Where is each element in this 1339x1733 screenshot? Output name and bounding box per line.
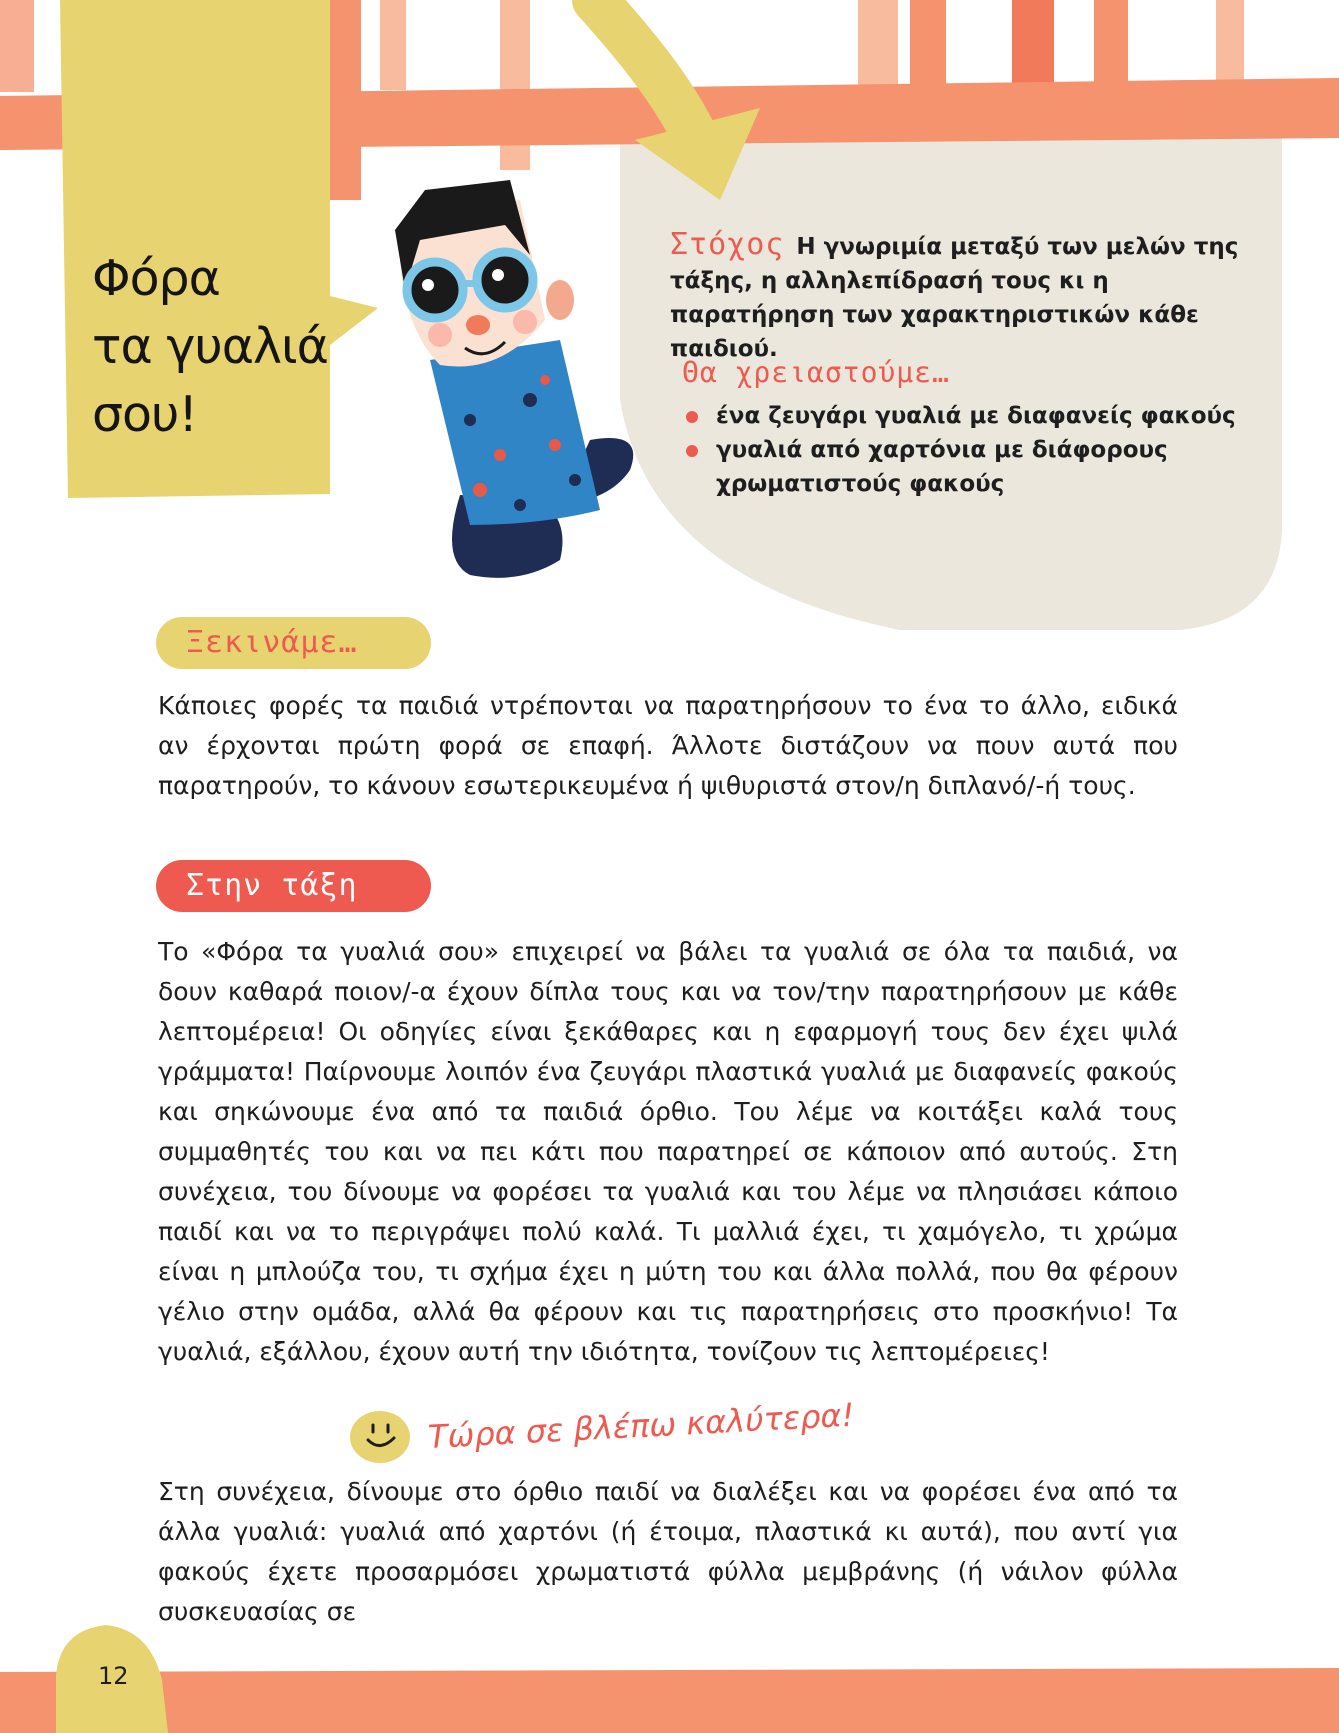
goal-text: Η γνωριμία μεταξύ των μελών της τάξης, η αλληλεπίδρασή τους κι η παρατήρηση των χαρακτηριστικών κάθε παιδιού. [670, 234, 1239, 362]
goal-label: Στόχος [670, 227, 785, 262]
needs-label: Θα χρειαστούμε… [682, 356, 950, 389]
needs-section [682, 356, 1252, 501]
start-paragraph: Κάποιες φορές τα παιδιά ντρέπονται να παρατηρήσουν το ένα το άλλο, ειδικά αν έρχονται πρώτη φορά σε επαφή. Άλλοτε διστάζουν να πουν αυτά που παρατηρούν, το κάνουν εσωτερικευμένα ή ψιθυριστά στον/η διπλανό/-ή τους. [158, 691, 1178, 800]
needs-list-item: γυαλιά από χαρτόνια με διάφορους χρωματιστούς φακούς [682, 433, 1252, 501]
continuation-paragraph: Στη συνέχεια, δίνουμε στο όρθιο παιδί να διαλέξει και να φορέσει ένα από τα άλλα γυαλιά: γυαλιά από χαρτόνι (ή έτοιμα, πλαστικά κι αυτά), που αντί για φακούς έχετε προσαρμόσει χρωματιστά φύλλα μεμβράνης (ή νάιλον φύλλα συσκευασίας σε [158, 1477, 1178, 1626]
needs-list [682, 399, 1252, 501]
classroom-paragraph: Το «Φόρα τα γυαλιά σου» επιχειρεί να βάλει τα γυαλιά σε όλα τα παιδιά, να δουν καθαρά ποιον/-α έχουν δίπλα τους και να τον/την παρατηρήσουν με κάθε λεπτομέρεια! Οι οδηγίες είναι ξεκάθαρες και η εφαρμογή τους δεν έχει ψιλά γράμματα! Παίρνουμε λοιπόν ένα ζευγάρι πλαστικά γυαλιά με διαφανείς φακούς και σηκώνουμε ένα από τα παιδιά όρθιο. Του λέμε να κοιτάξει καλά τους συμμαθητές του και να πει κάτι που παρατηρεί σε κάποιον από αυτούς. Στη συνέχεια, του δίνουμε να φορέσει τα γυαλιά και του λέμε να πλησιάσει κάποιο παιδί και να το περιγράψει πολύ καλά. Τι μαλλιά έχει, τι χαμόγελο, τι χρώμα είναι η μπλούζα του, τι σχήμα έχει η μύτη του και άλλα πολλά, που θα φέρουν γέλιο στην ομάδα, αλλά θα φέρουν και τις παρατηρήσεις στο προσκήνιο! Τα γυαλιά, εξάλλου, έχουν αυτή την ιδιότητα, τονίζουν τις λεπτομέρειες! [158, 937, 1178, 1366]
title-line-2: τα γυαλιά [92, 318, 328, 375]
goal-section [670, 228, 1255, 366]
subheading: Τώρα σε βλέπω καλύτερα! [427, 1395, 856, 1456]
needs-list-item: ένα ζευγάρι γυαλιά με διαφανείς φακούς [682, 399, 1252, 433]
page-number: 12 [98, 1662, 129, 1690]
bottom-stripe [0, 1668, 1339, 1733]
start-heading-pill: Ξεκινάμε… [156, 617, 431, 669]
page-title [92, 245, 352, 449]
classroom-heading-pill: Στην τάξη [156, 860, 431, 912]
title-line-1: Φόρα [92, 250, 220, 307]
title-line-3: σου! [92, 386, 198, 443]
smiley-icon [350, 1411, 410, 1463]
child-with-glasses-illustration [395, 180, 633, 578]
